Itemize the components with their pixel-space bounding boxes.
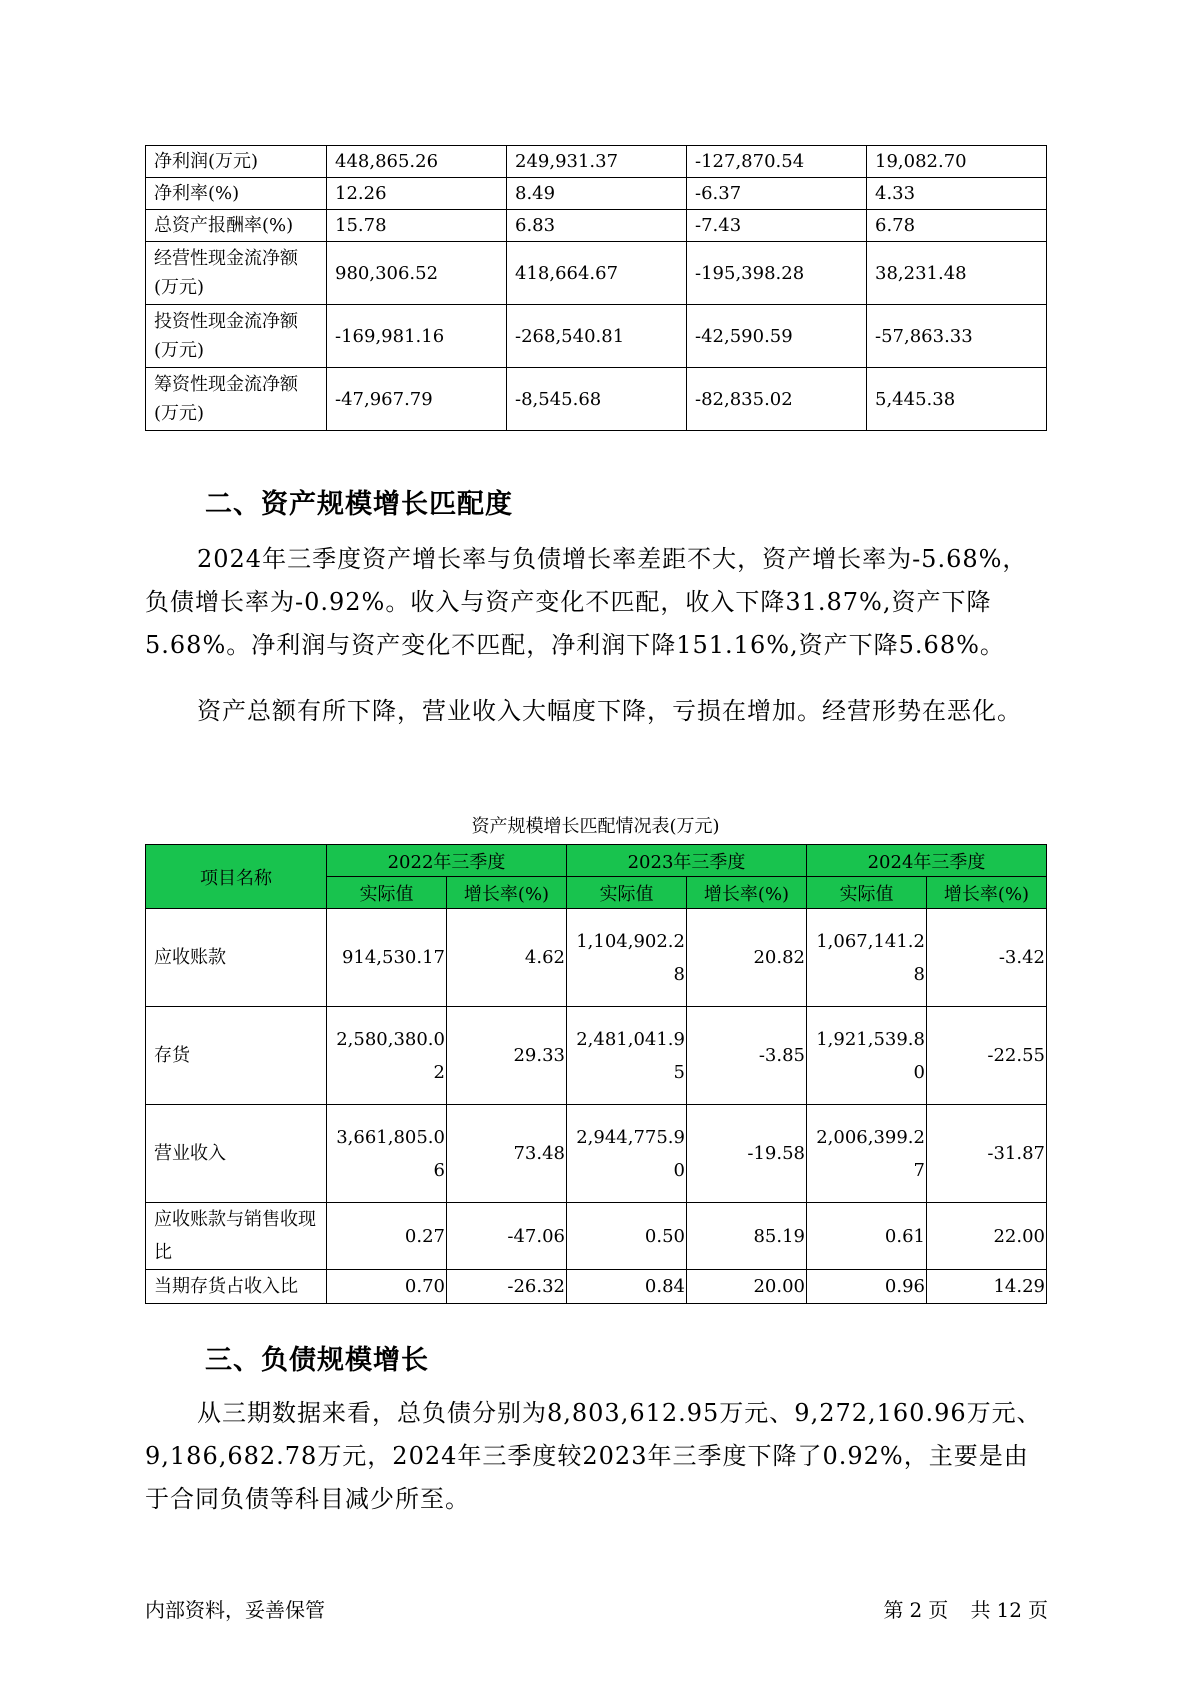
footer-page-number xyxy=(877,1594,1048,1623)
table-cell: -6.37 xyxy=(687,178,867,210)
table-cell: -268,540.81 xyxy=(507,305,687,368)
column-header: 2022年三季度 xyxy=(327,845,567,877)
row-label: 存货 xyxy=(146,1007,327,1105)
financial-summary-table xyxy=(145,145,1047,431)
column-header: 实际值 xyxy=(327,877,447,909)
table-cell: 15.78 xyxy=(327,210,507,242)
table-cell: 1,104,902.28 xyxy=(567,909,687,1007)
table-cell: -127,870.54 xyxy=(687,146,867,178)
table-row xyxy=(146,1007,1047,1105)
column-header: 项目名称 xyxy=(146,845,327,909)
table-caption: 资产规模增长匹配情况表(万元) xyxy=(471,816,720,837)
table-cell: 4.33 xyxy=(867,178,1047,210)
column-header: 增长率(%) xyxy=(447,877,567,909)
table-cell: 6.83 xyxy=(507,210,687,242)
paragraph-text: 从三期数据来看，总负债分别为8,803,612.95万元、9,272,160.96万元、9,186,682.78万元，2024年三季度较2023年三季度下降了0.92%，主要是由于合同负债等科目减少所至。 xyxy=(145,1399,1042,1513)
column-header: 增长率(%) xyxy=(927,877,1047,909)
table-cell: 38,231.48 xyxy=(867,242,1047,305)
table-row xyxy=(146,1270,1047,1304)
total-prefix: 共 xyxy=(970,1598,991,1622)
row-label: 当期存货占收入比 xyxy=(146,1270,327,1304)
paragraph-text: 资产总额有所下降，营业收入大幅度下降，亏损在增加。经营形势在恶化。 xyxy=(197,697,1022,725)
table-cell: 2,944,775.90 xyxy=(567,1105,687,1203)
table-cell: 1,067,141.28 xyxy=(807,909,927,1007)
table-cell: 4.62 xyxy=(447,909,567,1007)
table-header-row xyxy=(146,845,1047,877)
table-cell: 2,481,041.95 xyxy=(567,1007,687,1105)
section3-paragraph-1 xyxy=(145,1392,1050,1521)
table-cell: 20.82 xyxy=(687,909,807,1007)
table-cell: 22.00 xyxy=(927,1203,1047,1270)
column-header: 2024年三季度 xyxy=(807,845,1047,877)
table-cell: 19,082.70 xyxy=(867,146,1047,178)
section2-paragraph-1 xyxy=(145,538,1050,667)
row-label: 经营性现金流净额(万元) xyxy=(146,242,327,305)
table-cell: 12.26 xyxy=(327,178,507,210)
table-cell: 2,006,399.27 xyxy=(807,1105,927,1203)
page-number: 2 xyxy=(909,1598,923,1622)
table-cell: 418,664.67 xyxy=(507,242,687,305)
table-cell: -82,835.02 xyxy=(687,368,867,431)
paragraph-text: 2024年三季度资产增长率与负债增长率差距不大，资产增长率为-5.68%，负债增长率为-0.92%。收入与资产变化不匹配，收入下降31.87%,资产下降5.68%。净利润与资产变化不匹配，净利润下降151.16%,资产下降5.68%。 xyxy=(145,545,1028,659)
table-cell: -26.32 xyxy=(447,1270,567,1304)
table-cell: -22.55 xyxy=(927,1007,1047,1105)
table-cell: 0.50 xyxy=(567,1203,687,1270)
table-cell: 249,931.37 xyxy=(507,146,687,178)
row-label: 应收账款与销售收现比 xyxy=(146,1203,327,1270)
section2-paragraph-2 xyxy=(145,690,1050,733)
table-cell: 914,530.17 xyxy=(327,909,447,1007)
table-cell: 980,306.52 xyxy=(327,242,507,305)
table-cell: -7.43 xyxy=(687,210,867,242)
row-label: 营业收入 xyxy=(146,1105,327,1203)
table-cell: -31.87 xyxy=(927,1105,1047,1203)
table-row xyxy=(146,146,1047,178)
table-cell: 2,580,380.02 xyxy=(327,1007,447,1105)
table-cell: -8,545.68 xyxy=(507,368,687,431)
row-label: 筹资性现金流净额(万元) xyxy=(146,368,327,431)
total-pages: 12 xyxy=(996,1598,1022,1622)
table-row xyxy=(146,305,1047,368)
footer-confidential-note: 内部资料，妥善保管 xyxy=(145,1598,325,1622)
table-cell: -47,967.79 xyxy=(327,368,507,431)
table-row xyxy=(146,909,1047,1007)
table-cell: -3.85 xyxy=(687,1007,807,1105)
table-cell: 1,921,539.80 xyxy=(807,1007,927,1105)
table-row xyxy=(146,178,1047,210)
row-label: 净利率(%) xyxy=(146,178,327,210)
table-cell: 0.96 xyxy=(807,1270,927,1304)
page-unit: 页 xyxy=(928,1598,949,1622)
table-cell: 8.49 xyxy=(507,178,687,210)
table-cell: 73.48 xyxy=(447,1105,567,1203)
table-cell: -19.58 xyxy=(687,1105,807,1203)
table-cell: 29.33 xyxy=(447,1007,567,1105)
column-header: 实际值 xyxy=(807,877,927,909)
row-label: 总资产报酬率(%) xyxy=(146,210,327,242)
table-cell: 20.00 xyxy=(687,1270,807,1304)
growth-match-table xyxy=(145,844,1047,1304)
column-header: 增长率(%) xyxy=(687,877,807,909)
table-cell: 0.84 xyxy=(567,1270,687,1304)
table-cell: 0.70 xyxy=(327,1270,447,1304)
table-row xyxy=(146,1105,1047,1203)
column-header: 实际值 xyxy=(567,877,687,909)
table-cell: -169,981.16 xyxy=(327,305,507,368)
table-cell: -3.42 xyxy=(927,909,1047,1007)
table-cell: -42,590.59 xyxy=(687,305,867,368)
table-row xyxy=(146,368,1047,431)
table-row xyxy=(146,210,1047,242)
row-label: 应收账款 xyxy=(146,909,327,1007)
table-cell: 3,661,805.06 xyxy=(327,1105,447,1203)
table-cell: -195,398.28 xyxy=(687,242,867,305)
table-row xyxy=(146,1203,1047,1270)
table-cell: -57,863.33 xyxy=(867,305,1047,368)
section-heading: 二、资产规模增长匹配度 xyxy=(205,489,513,520)
table-cell: 14.29 xyxy=(927,1270,1047,1304)
table-cell: 0.61 xyxy=(807,1203,927,1270)
page-prefix: 第 xyxy=(883,1598,904,1622)
total-unit: 页 xyxy=(1028,1598,1048,1622)
table-cell: 448,865.26 xyxy=(327,146,507,178)
row-label: 投资性现金流净额(万元) xyxy=(146,305,327,368)
table-row xyxy=(146,242,1047,305)
column-header: 2023年三季度 xyxy=(567,845,807,877)
table-cell: -47.06 xyxy=(447,1203,567,1270)
table-cell: 5,445.38 xyxy=(867,368,1047,431)
section-heading: 三、负债规模增长 xyxy=(205,1345,429,1376)
table-cell: 6.78 xyxy=(867,210,1047,242)
table-cell: 0.27 xyxy=(327,1203,447,1270)
table-cell: 85.19 xyxy=(687,1203,807,1270)
row-label: 净利润(万元) xyxy=(146,146,327,178)
